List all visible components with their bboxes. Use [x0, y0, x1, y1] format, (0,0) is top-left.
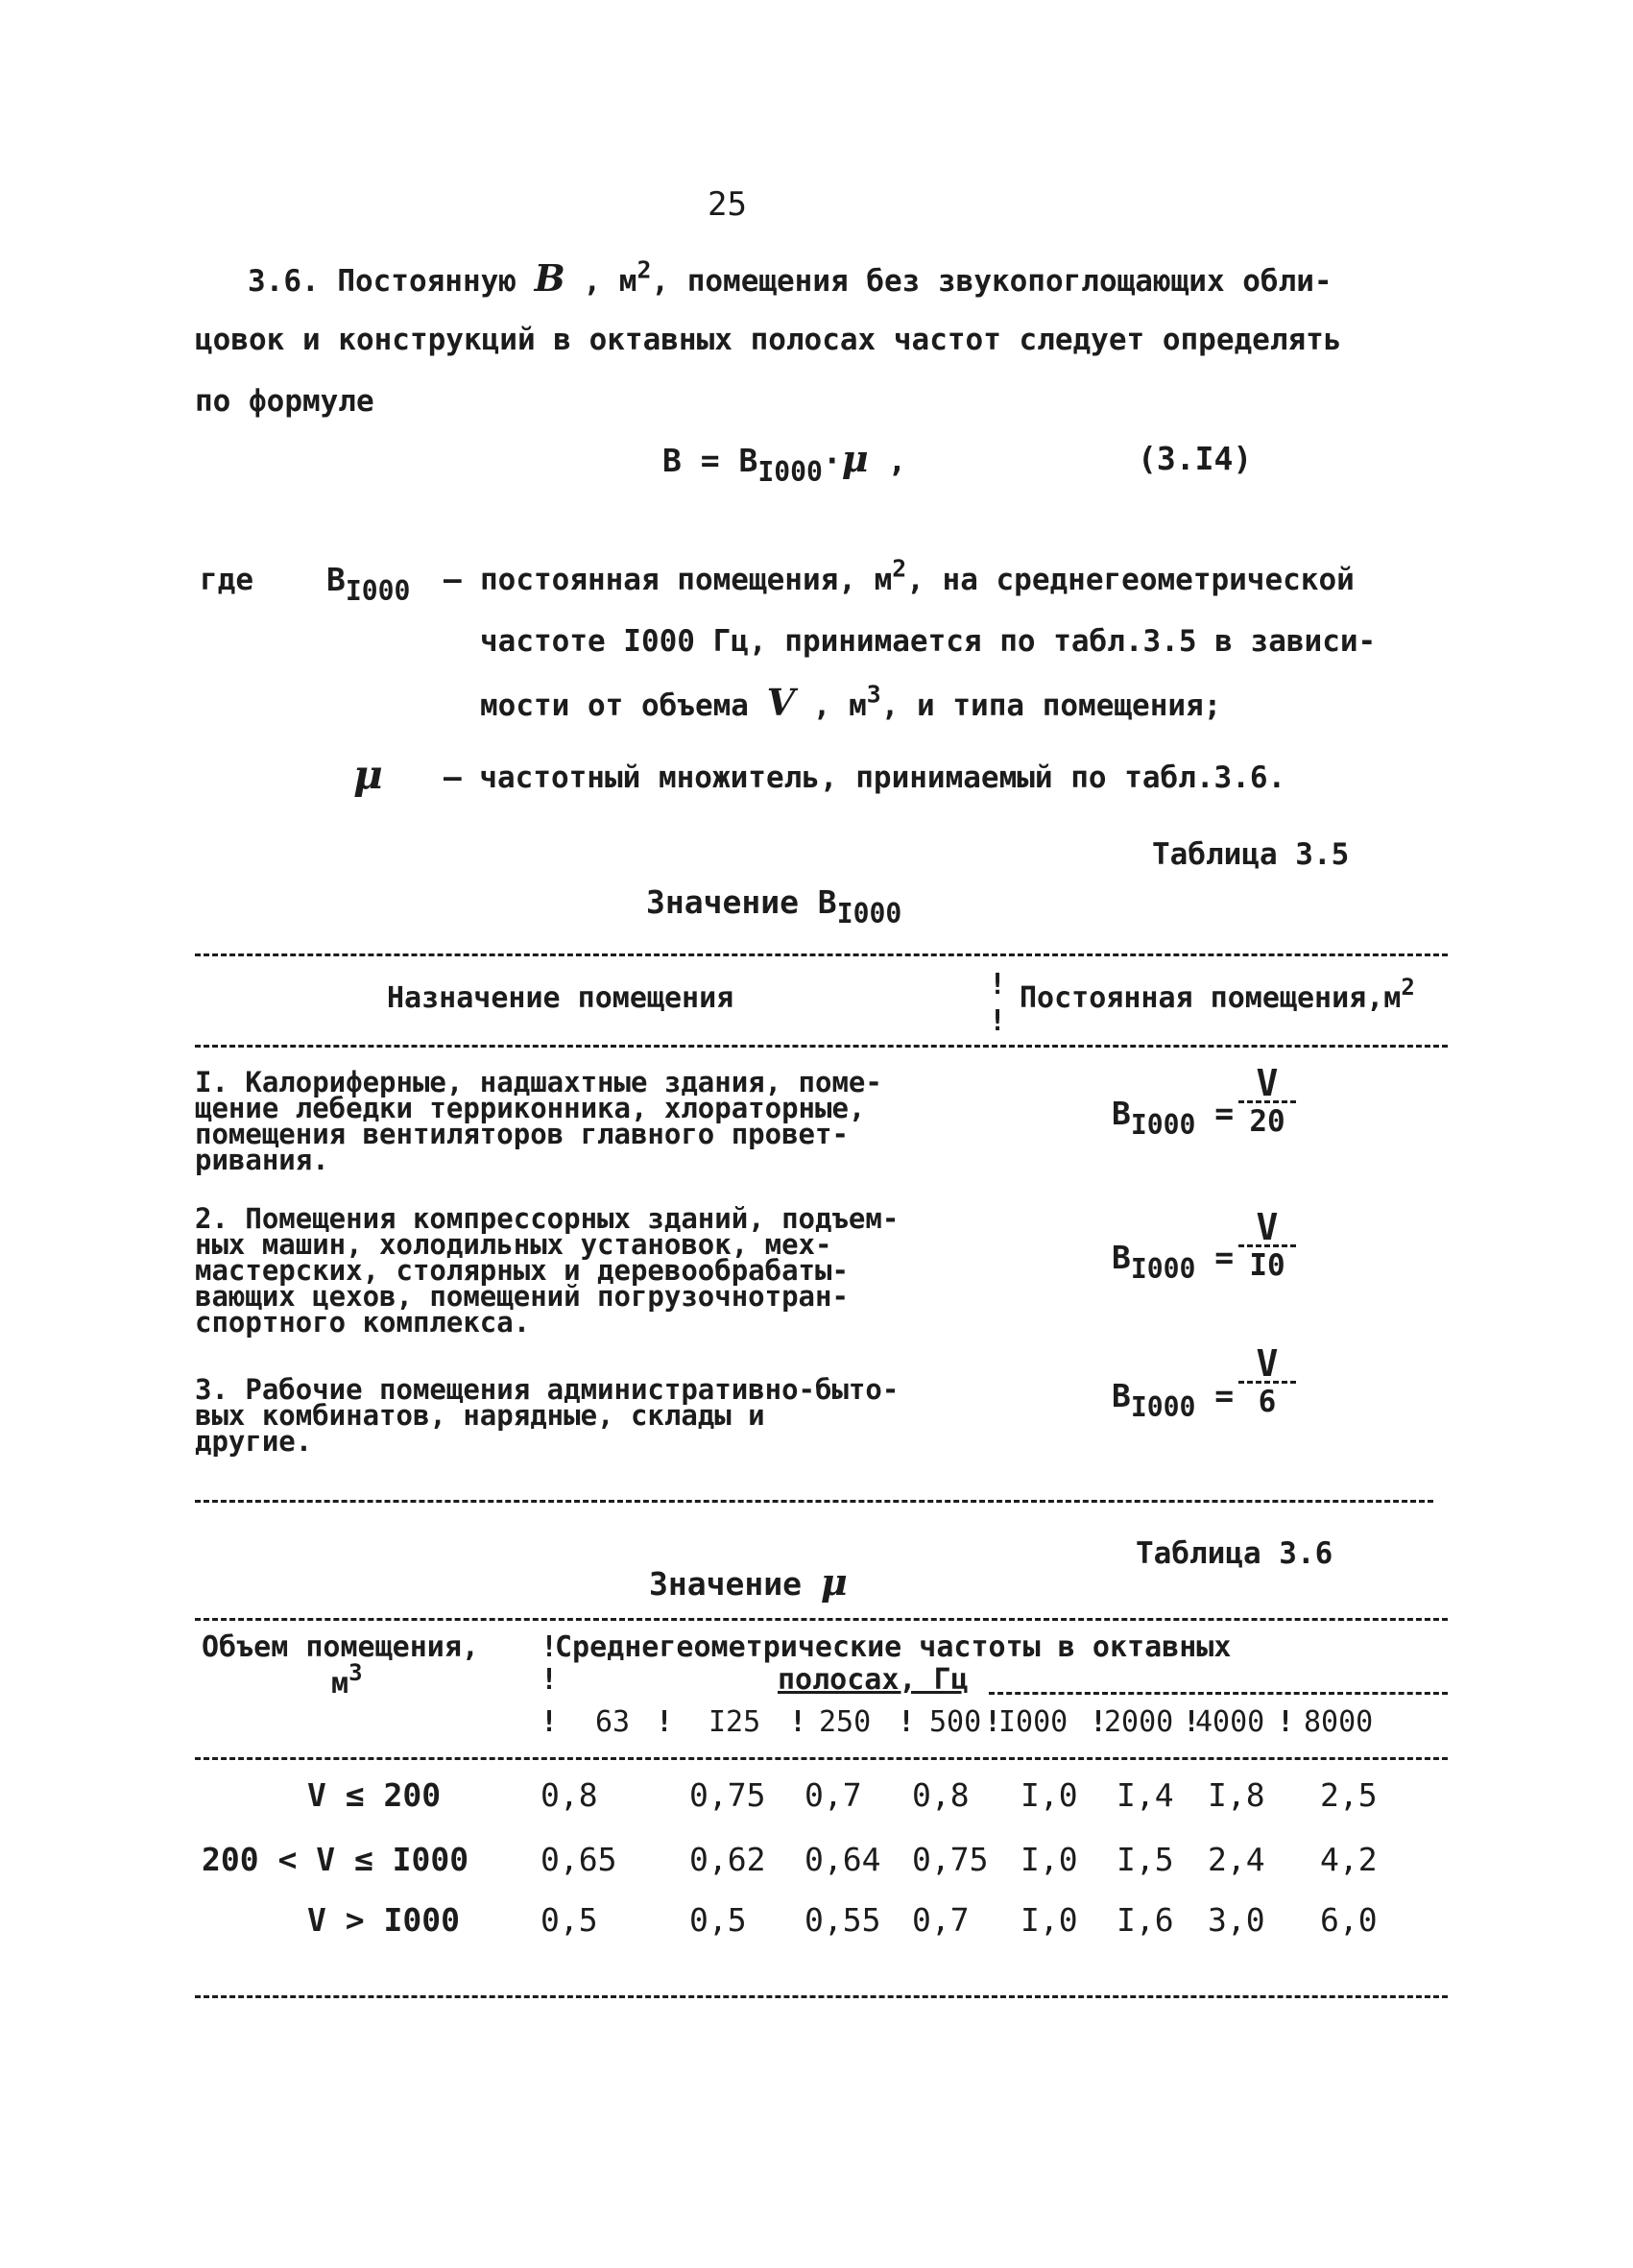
where-label: где [200, 563, 253, 597]
para-text-start: 3.6. Постоянную [248, 264, 516, 299]
val-1-1: 0,8 [540, 1776, 598, 1814]
row3-b-sub: I000 [1130, 1390, 1196, 1423]
table36-rule-header [195, 1757, 1448, 1760]
table36-rule-group [989, 1692, 1448, 1695]
row1-line3: помещения вентиляторов главного провет- [195, 1118, 849, 1150]
where-def2: – частотный множитель, принимаемый по табл.3.6. [444, 760, 1286, 795]
table35-rule-top [195, 953, 1448, 956]
val-3-7: 3,0 [1208, 1901, 1265, 1939]
table35-title-sub: I000 [836, 897, 902, 929]
val-2-3: 0,64 [804, 1841, 881, 1878]
col2-sup: 2 [1401, 973, 1415, 1001]
formula-lhs: B = B [662, 442, 758, 479]
row2-b-sub: I000 [1130, 1252, 1196, 1285]
row3-line1: 3. Рабочие помещения административно-быто- [195, 1373, 900, 1406]
page-number: 25 [708, 185, 747, 224]
freq-4000: 4000 [1195, 1705, 1265, 1739]
table36-title [649, 1552, 848, 1615]
where-def1-line3 [480, 672, 1221, 736]
val-3-6: I,6 [1117, 1901, 1174, 1939]
row2-line4: вающих цехов, помещений погрузочнотран- [195, 1280, 849, 1313]
where-mu: μ [353, 751, 383, 798]
table35-col1-header: Назначение помещения [387, 981, 734, 1015]
formula-mu: μ [841, 437, 869, 480]
table36-group-line2: полосах, Гц [778, 1663, 969, 1697]
val-1-8: 2,5 [1320, 1776, 1378, 1814]
def1-line3-c: , и типа помещения; [880, 688, 1222, 723]
row2-line3: мастерских, столярных и деревообрабаты- [195, 1254, 849, 1287]
table36-title-mu: μ [820, 1560, 848, 1604]
def1-line3-a: мости от объема [480, 688, 749, 723]
row1-fraction [1238, 1062, 1296, 1140]
row1-formula [1112, 1095, 1235, 1141]
val-2-1: 0,65 [540, 1841, 617, 1878]
col1-sup: 3 [348, 1658, 363, 1686]
where-sym-sub: I000 [345, 574, 411, 607]
formula-tail: , [887, 442, 907, 479]
freq-500: 500 [929, 1705, 982, 1739]
row1-b-sub: I000 [1130, 1108, 1196, 1141]
def1-a: постоянная помещения, м [480, 563, 893, 597]
col2-text: Постоянная помещения,м [1020, 981, 1402, 1015]
val-2-8: 4,2 [1320, 1841, 1378, 1878]
freq-sep-0: ! [540, 1705, 559, 1739]
val-1-4: 0,8 [912, 1776, 970, 1814]
row2-num: V [1256, 1206, 1279, 1248]
row1-eq: = [1214, 1095, 1235, 1132]
row1-num: V [1256, 1062, 1279, 1104]
table36-sep-b: ! [540, 1663, 559, 1697]
table36-group-line1: Среднегеометрические частоты в октавных [555, 1630, 1232, 1664]
paragraph-line-2: цовок и конструкций в октавных полосах частот следует определять [195, 323, 1342, 357]
val-1-5: I,0 [1021, 1776, 1078, 1814]
table35-title [646, 872, 901, 933]
row3-den: 6 [1258, 1385, 1277, 1419]
row1-line2: щение лебедки терриконника, хлораторные, [195, 1092, 866, 1124]
row2-line2: ных машин, холодильных установок, мех- [195, 1228, 832, 1261]
val-2-7: 2,4 [1208, 1841, 1265, 1878]
cond-2: 200 < V ≤ I000 [202, 1841, 469, 1878]
row3-formula [1112, 1377, 1235, 1423]
val-2-4: 0,75 [912, 1841, 989, 1878]
table35-sep-1: ! [989, 968, 1007, 1001]
val-2-5: I,0 [1021, 1841, 1078, 1878]
freq-sep-2: ! [789, 1705, 807, 1739]
val-3-3: 0,55 [804, 1901, 881, 1939]
paragraph-line-3: по формуле [195, 384, 374, 419]
cond-1: V ≤ 200 [307, 1776, 442, 1814]
def1-sup3: 3 [866, 680, 881, 709]
row1-line1: I. Калориферные, надшахтные здания, поме- [195, 1066, 882, 1098]
freq-125: I25 [708, 1705, 761, 1739]
formula-number: (3.I4) [1138, 440, 1253, 477]
table35-sep-2: ! [989, 1004, 1007, 1038]
val-3-2: 0,5 [689, 1901, 747, 1939]
val-1-6: I,4 [1117, 1776, 1174, 1814]
val-2-2: 0,62 [689, 1841, 766, 1878]
col1-m: м [331, 1667, 349, 1701]
table35-rule-bottom [195, 1500, 1433, 1503]
row2-line1: 2. Помещения компрессорных зданий, подъем- [195, 1202, 900, 1235]
row3-num: V [1256, 1342, 1279, 1385]
table35-title-text: Значение B [646, 883, 837, 921]
def1-b: , на среднегеометрической [906, 563, 1355, 597]
table36-sep-a: ! [540, 1630, 559, 1664]
freq-sep-5: ! [1090, 1705, 1108, 1739]
freq-sep-6: ! [1183, 1705, 1201, 1739]
row2-den: I0 [1249, 1248, 1285, 1283]
val-1-2: 0,75 [689, 1776, 766, 1814]
row3-eq: = [1214, 1377, 1235, 1414]
freq-sep-4: ! [984, 1705, 1002, 1739]
where-symbol [326, 549, 410, 611]
formula-main [662, 428, 906, 492]
row3-fraction [1238, 1342, 1296, 1420]
where-dash: – [444, 563, 462, 597]
where-def1-line1 [480, 549, 1355, 611]
val-2-6: I,5 [1117, 1841, 1174, 1878]
val-3-8: 6,0 [1320, 1901, 1378, 1939]
table36-rule-top [195, 1618, 1448, 1621]
table36-col1-line1: Объем помещения, [202, 1630, 479, 1664]
def1-line3-b: , м [812, 688, 867, 723]
unit-sup: 2 [636, 255, 652, 284]
val-3-5: I,0 [1021, 1901, 1078, 1939]
row2-eq: = [1214, 1239, 1235, 1276]
table35-col2-header [1020, 973, 1415, 1015]
row1-line4: ривания. [195, 1144, 329, 1176]
row2-fraction [1238, 1206, 1296, 1284]
freq-sep-7: ! [1277, 1705, 1295, 1739]
symbol-b: B [534, 256, 565, 300]
row1-b: B [1112, 1095, 1131, 1132]
table35-rule-header [195, 1045, 1448, 1048]
freq-sep-3: ! [898, 1705, 916, 1739]
val-1-3: 0,7 [804, 1776, 862, 1814]
freq-63: 63 [595, 1705, 631, 1739]
row3-b: B [1112, 1377, 1131, 1414]
row3-line2: вых комбинатов, нарядные, склады и [195, 1399, 765, 1432]
freq-8000: 8000 [1304, 1705, 1374, 1739]
table36-rule-bottom [195, 1995, 1448, 1998]
row2-b: B [1112, 1239, 1131, 1276]
table35-label: Таблица 3.5 [1152, 837, 1350, 872]
where-def1-line2: частоте I000 Гц, принимается по табл.3.5 в зависи- [480, 624, 1377, 659]
val-3-4: 0,7 [912, 1901, 970, 1939]
para-text-rest: , помещения без звукопоглощающих обли- [651, 264, 1333, 299]
unit-m: , м [583, 264, 637, 299]
formula-dot: · [822, 442, 842, 479]
freq-1000: I000 [998, 1705, 1069, 1739]
val-3-1: 0,5 [540, 1901, 598, 1939]
row3-line3: другие. [195, 1425, 313, 1458]
row2-line5: спортного комплекса. [195, 1306, 531, 1339]
paragraph-line-1 [248, 248, 1333, 312]
table36-col1-line2 [331, 1658, 363, 1701]
table36-label: Таблица 3.6 [1136, 1536, 1333, 1571]
row2-formula [1112, 1239, 1235, 1285]
row1-den: 20 [1249, 1104, 1285, 1139]
val-1-7: I,8 [1208, 1776, 1265, 1814]
where-sym: B [326, 561, 346, 598]
def1-V: V [766, 681, 796, 724]
table36-title-text: Значение [649, 1565, 802, 1603]
freq-sep-1: ! [656, 1705, 674, 1739]
formula-sub: I000 [757, 455, 823, 488]
def1-sup: 2 [892, 554, 907, 583]
freq-250: 250 [819, 1705, 872, 1739]
freq-2000: 2000 [1104, 1705, 1174, 1739]
cond-3: V > I000 [307, 1901, 460, 1939]
